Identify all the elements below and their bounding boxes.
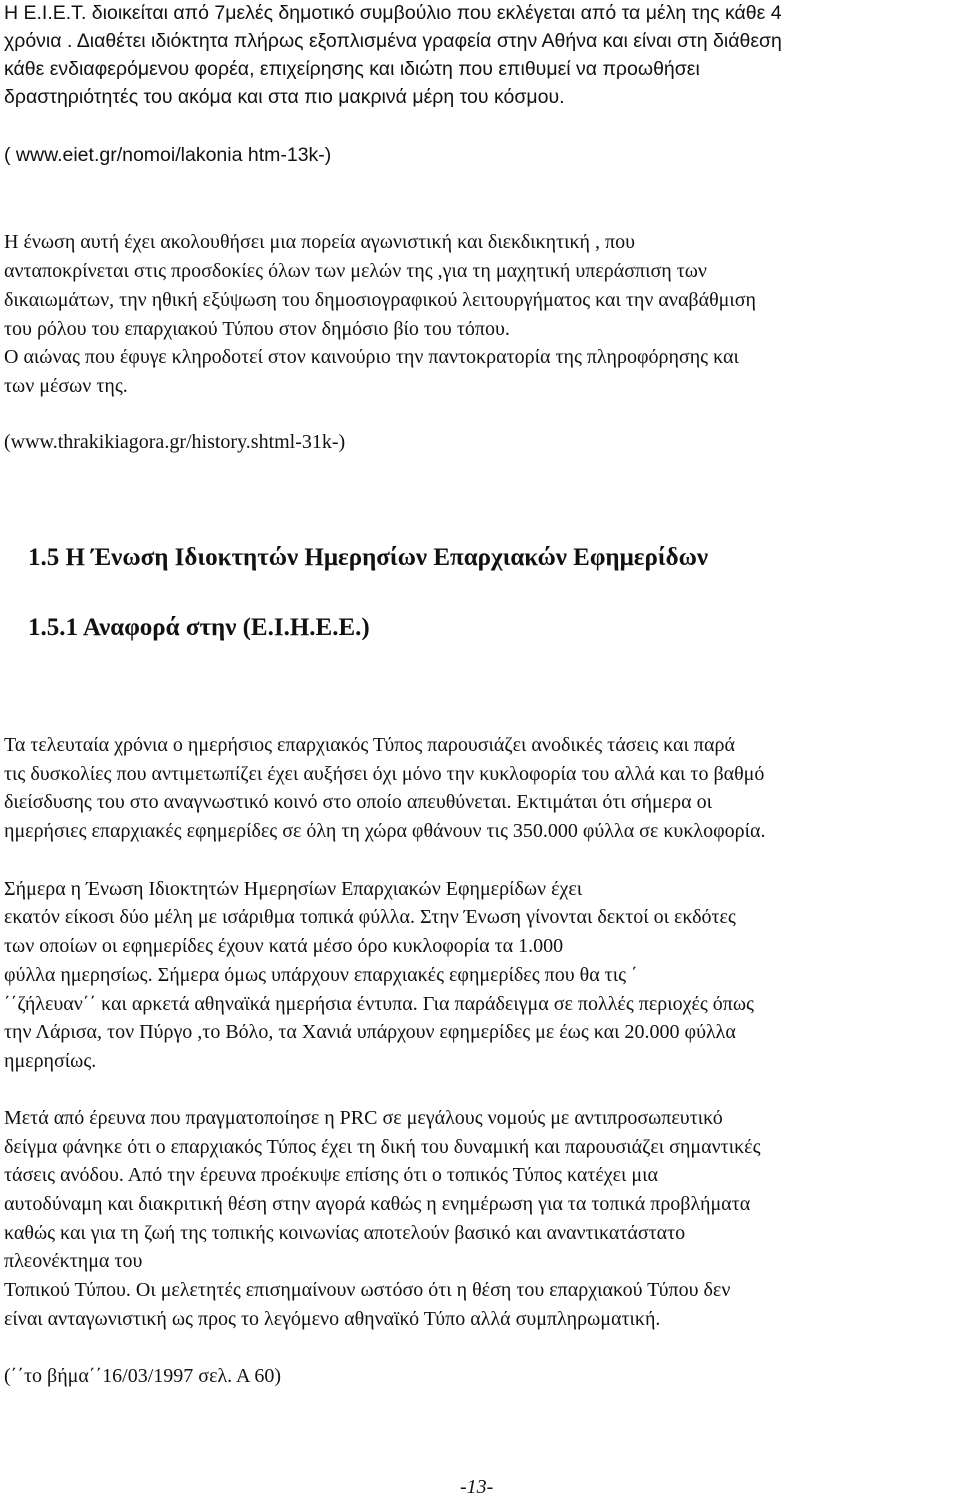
para1-line-3: διείσδυσης του στο αναγνωστικό κοινό στο οποίο απευθύνεται. Εκτιμάται ότι σήμερα οι xyxy=(4,791,712,813)
quote-line-5: Ο αιώνας που έφυγε κληροδοτεί στον καινούριο την παντοκρατορία της πληροφόρησης και xyxy=(4,346,739,368)
para2-line-5: ΄΄ζήλευαν΄΄ και αρκετά αθηναϊκά ημερήσια έντυπα. Για παράδειγμα σε πολλές περιοχές όπως xyxy=(4,993,754,1015)
para1-line-2: τις δυσκολίες που αντιμετωπίζει έχει αυξήσει όχι μόνο την κυκλοφορία του αλλά και το βαθμό xyxy=(4,763,765,785)
page-number: -13- xyxy=(460,1476,494,1498)
quote-line-2: ανταποκρίνεται στις προσδοκίες όλων των μελών της ,για τη μαχητική υπεράσπιση των xyxy=(4,260,707,282)
para2-line-7: ημερησίως. xyxy=(4,1050,97,1072)
para3-line-5: καθώς και για τη ζωή της τοπικής κοινωνίας αποτελούν βασικό και αναντικατάστατο xyxy=(4,1222,686,1244)
para2-line-1: Σήμερα η Ένωση Ιδιοκτητών Ημερησίων Επαρχιακών Εφημερίδων έχει xyxy=(4,878,583,900)
quote-line-1: Η ένωση αυτή έχει ακολουθήσει μια πορεία αγωνιστική και διεκδικητική , που xyxy=(4,231,635,253)
para2-line-2: εκατόν είκοσι δύο μέλη με ισάριθμα τοπικά φύλλα. Στην Ένωση γίνονται δεκτοί οι εκδότες xyxy=(4,906,736,928)
para3-line-2: δείγμα φάνηκε ότι ο επαρχιακός Τύπος έχει τη δική του δυναμική και παρουσιάζει σημαντικές xyxy=(4,1136,761,1158)
para3-line-7: Τοπικού Τύπου. Οι μελετητές επισημαίνουν ωστόσο ότι η θέση του επαρχιακού Τύπου δεν xyxy=(4,1279,731,1301)
para1-line-4: ημερήσιες επαρχιακές εφημερίδες σε όλη τη χώρα φθάνουν τις 350.000 φύλλα σε κυκλοφορία. xyxy=(4,820,766,842)
para3-line-1: Μετά από έρευνα που πραγματοποίησε η PRC σε μεγάλους νομούς με αντιπροσωπευτικό xyxy=(4,1107,723,1129)
para2-line-6: την Λάρισα, τον Πύργο ,το Βόλο, τα Χανιά υπάρχουν εφημερίδες με έως και 20.000 φύλλα xyxy=(4,1021,736,1043)
intro-line-4: δραστηριότητές του ακόμα και στα πιο μακρινά μέρη του κόσμου. xyxy=(4,86,565,108)
quote-line-4: του ρόλου του επαρχιακού Τύπου στον δημόσιο βίο του τόπου. xyxy=(4,318,510,340)
para3-line-3: τάσεις ανόδου. Από την έρευνα προέκυψε επίσης ότι ο τοπικός Τύπος κατέχει μια xyxy=(4,1164,659,1186)
para3-line-6: πλεονέκτημα του xyxy=(4,1250,143,1272)
intro-line-2: χρόνια . Διαθέτει ιδιόκτητα πλήρως εξοπλισμένα γραφεία στην Αθήνα και είναι στη διάθεση xyxy=(4,30,782,52)
para3-line-8: είναι ανταγωνιστική ως προς το λεγόμενο αθηναϊκό Τύπο αλλά συμπληρωματική. xyxy=(4,1308,661,1330)
quote-source: (www.thrakikiagora.gr/history.shtml-31k-) xyxy=(4,431,346,453)
para3-source: (΄΄το βήμα΄΄16/03/1997 σελ. Α 60) xyxy=(4,1365,282,1387)
para3-line-4: αυτοδύναμη και διακριτική θέση στην αγορά καθώς η ενημέρωση για τα τοπικά προβλήματα xyxy=(4,1193,751,1215)
para1-line-1: Τα τελευταία χρόνια ο ημερήσιος επαρχιακός Τύπος παρουσιάζει ανοδικές τάσεις και παρά xyxy=(4,734,735,756)
intro-source: ( www.eiet.gr/nomoi/lakonia htm-13k-) xyxy=(4,144,332,166)
subsection-heading: 1.5.1 Αναφορά στην (Ε.Ι.Η.Ε.Ε.) xyxy=(28,614,370,641)
quote-line-6: των μέσων της. xyxy=(4,375,128,397)
intro-line-3: κάθε ενδιαφερόμενου φορέα, επιχείρησης και ιδιώτη που επιθυμεί να προωθήσει xyxy=(4,58,700,80)
quote-line-3: δικαιωμάτων, την ηθική εξύψωση του δημοσιογραφικού λειτουργήματος και την αναβάθμιση xyxy=(4,289,757,311)
intro-line-1: Η Ε.Ι.Ε.Τ. διοικείται από 7μελές δημοτικό συμβούλιο που εκλέγεται από τα μέλη της κάθε 4 xyxy=(4,2,782,24)
para2-line-3: των οποίων οι εφημερίδες έχουν κατά μέσο όρο κυκλοφορία τα 1.000 xyxy=(4,935,564,957)
section-heading: 1.5 Η Ένωση Ιδιοκτητών Ημερησίων Επαρχιακών Εφημερίδων xyxy=(28,544,709,571)
para2-line-4: φύλλα ημερησίως. Σήμερα όμως υπάρχουν επαρχιακές εφημερίδες που θα τις ΄ xyxy=(4,964,638,986)
